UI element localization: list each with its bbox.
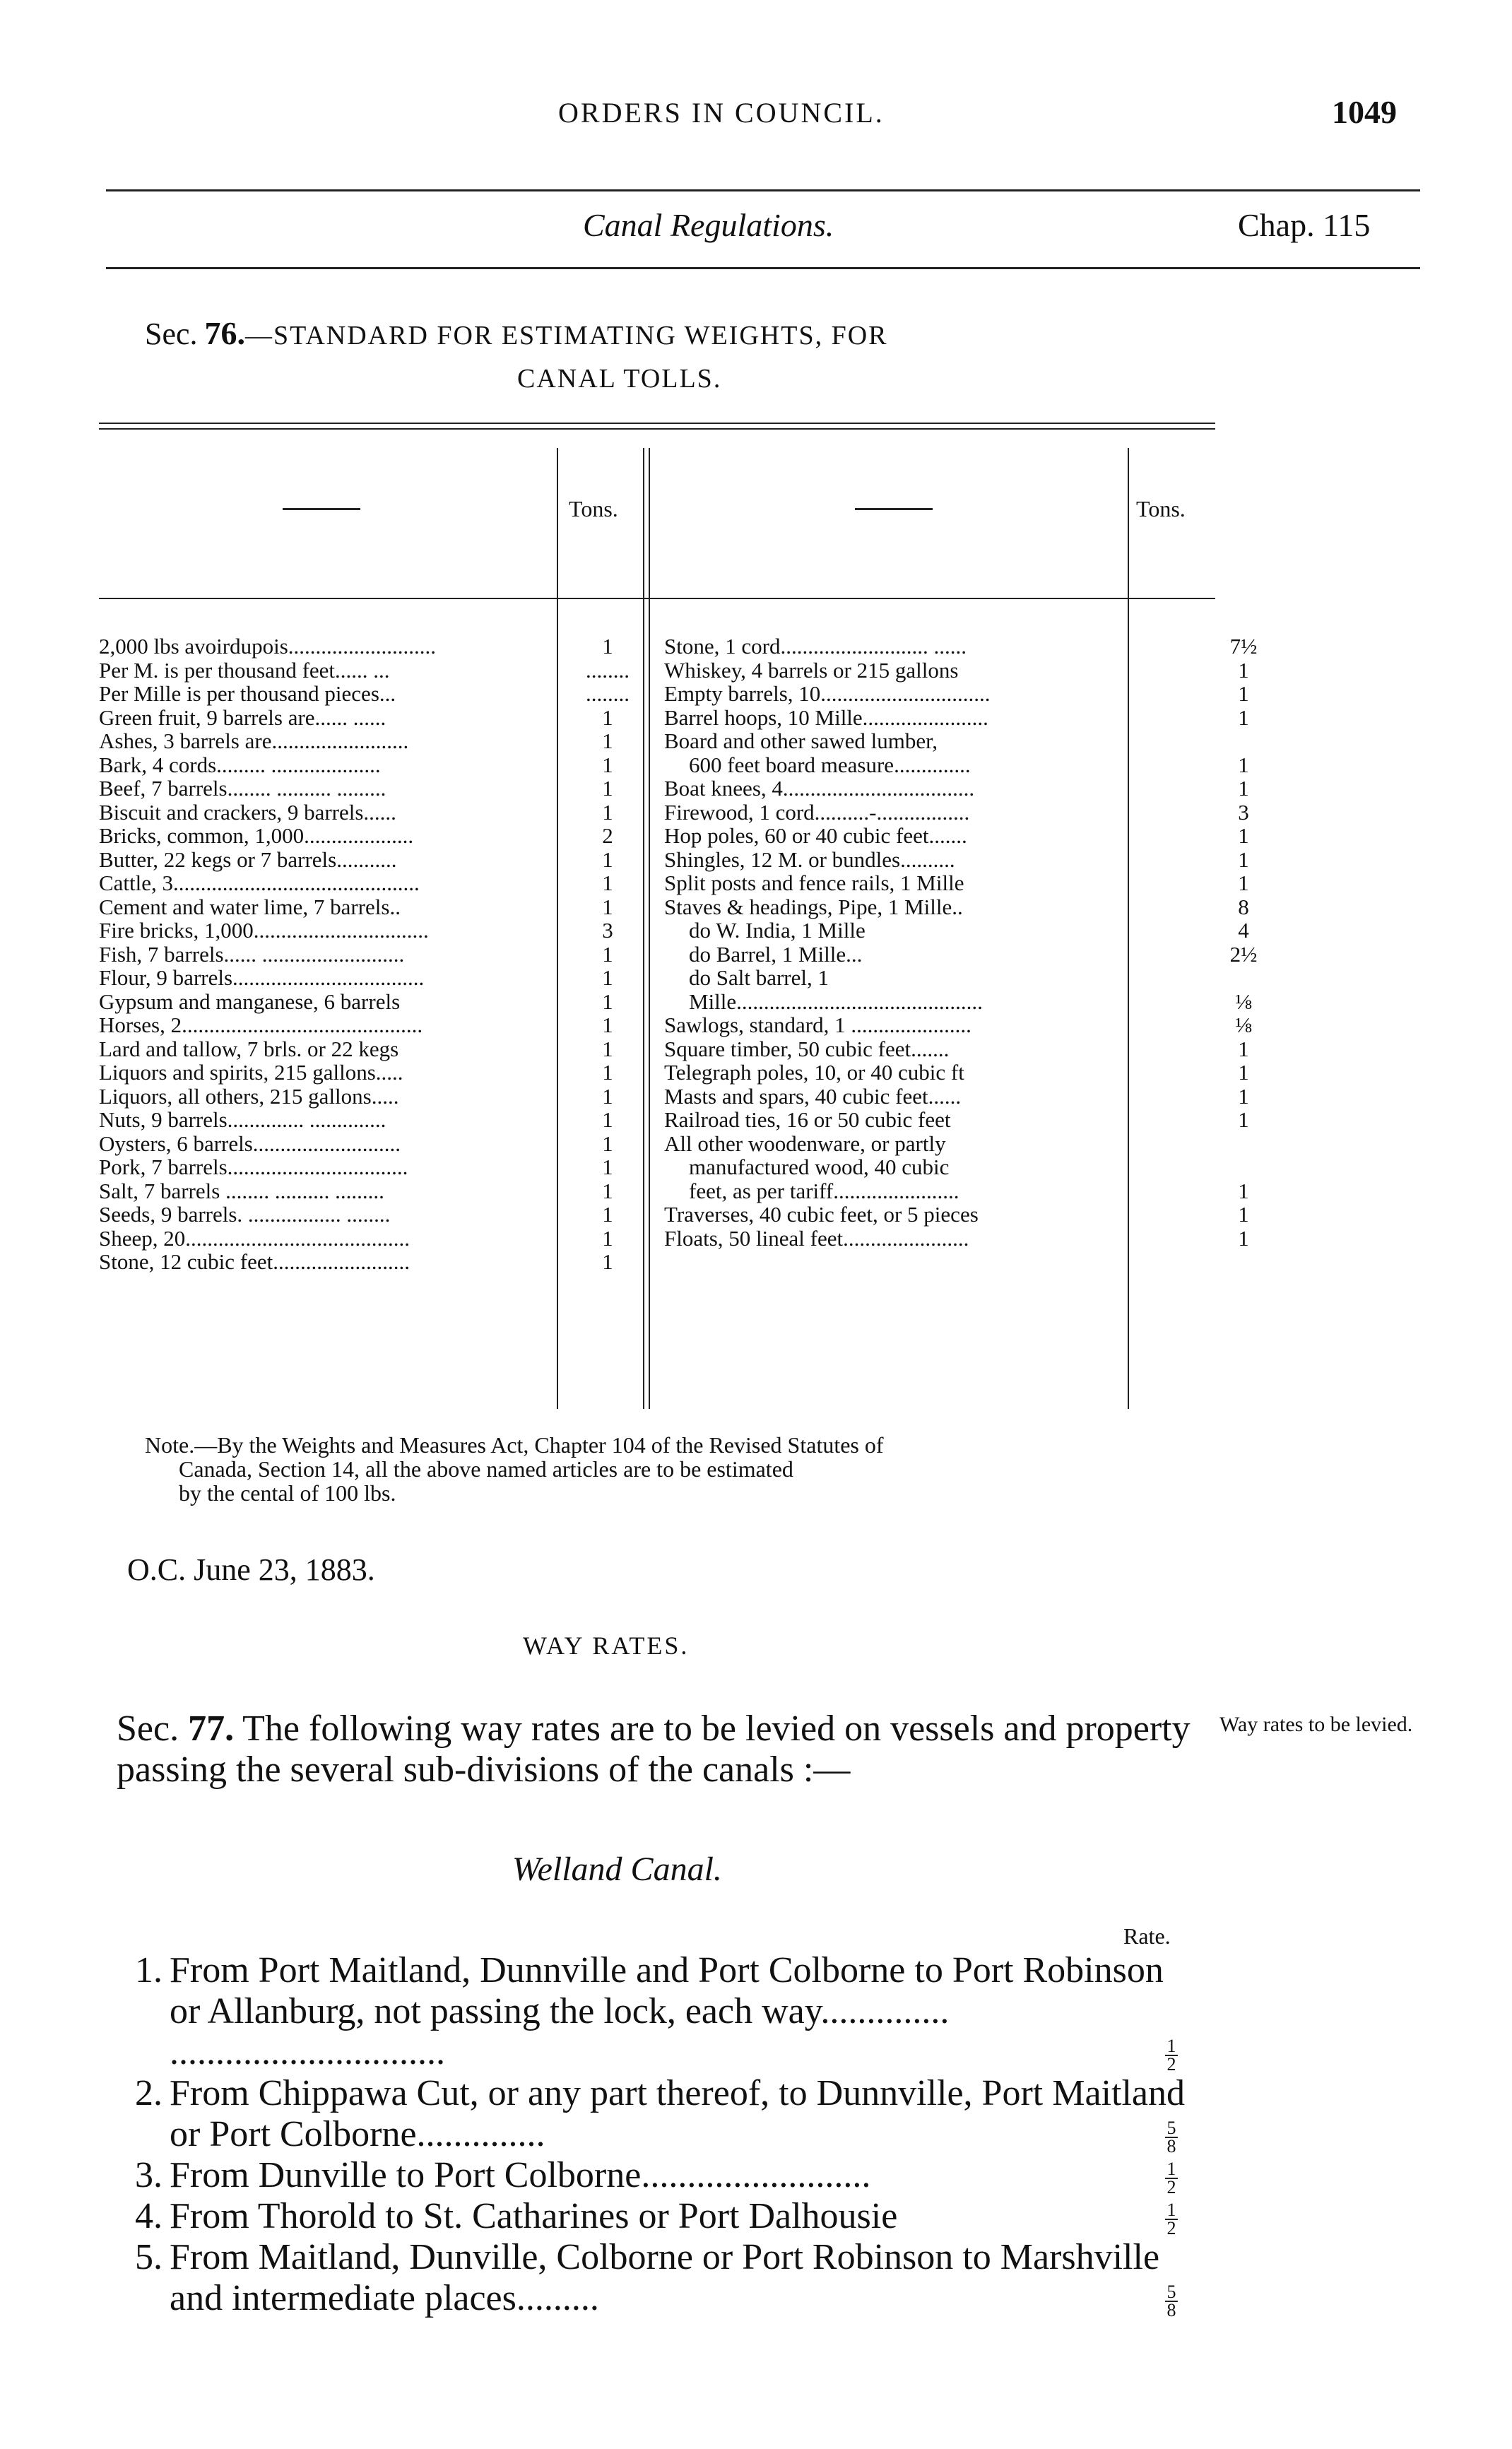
table-row — [99, 634, 613, 659]
tons-value: 1 — [602, 704, 613, 730]
article-label: Sheep, 20......................................... — [99, 1225, 411, 1251]
tons-value: 1 — [602, 941, 613, 967]
article-label: Per Mille is per thousand pieces... — [99, 681, 396, 706]
section-77-text — [117, 1709, 1205, 1790]
table-row — [664, 871, 1249, 895]
table-row — [99, 846, 613, 872]
canal-name: Welland Canal. — [512, 1851, 722, 1888]
section-label: Sec. — [117, 1709, 179, 1749]
article-label: Flour, 9 barrels................................... — [99, 965, 425, 990]
tons-value: 1 — [602, 776, 613, 801]
table-row — [664, 894, 1249, 919]
article-label: Mille............................................. — [689, 989, 983, 1014]
article-label: Seeds, 9 barrels. ................. ........ — [99, 1202, 391, 1227]
tons-value: 1 — [602, 799, 613, 825]
article-label: Nuts, 9 barrels.............. .............. — [99, 1107, 386, 1132]
article-label: do Salt barrel, 1 — [689, 965, 829, 990]
tons-value: 1 — [602, 989, 613, 1014]
table-row — [99, 1013, 613, 1037]
note-label: Note. — [145, 1432, 195, 1458]
header-rule — [106, 189, 1420, 191]
table-row — [664, 941, 1258, 967]
order-in-council-date: O.C. June 23, 1883. — [127, 1552, 375, 1587]
tons-value: 1 — [602, 752, 613, 777]
article-label: Stone, 12 cubic feet......................... — [99, 1249, 410, 1274]
rate-numerator: 1 — [1167, 2158, 1176, 2179]
rate-value — [1150, 2196, 1193, 2237]
article-label: Empty barrels, 10............................... — [664, 681, 991, 706]
article-label: Floats, 50 lineal feet....................... — [664, 1225, 969, 1251]
article-label: Pork, 7 barrels................................. — [99, 1155, 408, 1179]
table-row — [664, 681, 1249, 706]
article-label: Butter, 22 kegs or 7 barrels........... — [99, 846, 397, 872]
table-row — [99, 1131, 613, 1156]
tons-value: 1 — [602, 846, 613, 872]
section-title-line1: —STANDARD FOR ESTIMATING WEIGHTS, FOR — [245, 321, 888, 350]
table-row — [664, 752, 1249, 777]
table-row — [664, 1225, 1249, 1251]
table-row — [664, 1250, 1229, 1274]
table-row — [664, 1178, 1249, 1203]
tons-value: 1 — [602, 1178, 613, 1203]
table-row — [99, 1249, 613, 1274]
column-divider — [643, 448, 644, 1409]
article-label: Shingles, 12 M. or bundles.......... — [664, 846, 955, 872]
rate-description: From Dunville to Port Colborne......................... — [170, 2155, 871, 2195]
rate-value — [1150, 2114, 1193, 2155]
article-label: manufactured wood, 40 cubic — [689, 1155, 950, 1179]
article-label: Board and other sawed lumber, — [664, 728, 938, 753]
rate-number: 1. — [135, 1950, 163, 1990]
article-label: Split posts and fence rails, 1 Mille — [664, 871, 964, 895]
table-row — [664, 704, 1249, 730]
rate-description: From Chippawa Cut, or any part thereof, to Dunnville, Port Maitland or Port Colborne.............. — [170, 2073, 1185, 2154]
article-label: Masts and spars, 40 cubic feet...... — [664, 1083, 962, 1109]
tons-value: 2½ — [1229, 941, 1258, 967]
article-label: Square timber, 50 cubic feet....... — [664, 1036, 950, 1061]
tons-value: 1 — [602, 1131, 613, 1156]
article-label: Railroad ties, 16 or 50 cubic feet — [664, 1107, 951, 1132]
article-label: Whiskey, 4 barrels or 215 gallons — [664, 657, 959, 683]
article-label: Oysters, 6 barrels........................... — [99, 1131, 401, 1156]
article-label: Salt, 7 barrels ........ .......... ......... — [99, 1178, 384, 1203]
way-rates-heading: WAY RATES. — [523, 1631, 690, 1660]
section-body: The following way rates are to be levied on vessels and property passing the several sub-divisions of the canals :— — [117, 1709, 1191, 1790]
section-title-line2: CANAL TOLLS. — [517, 364, 722, 394]
rate-item — [99, 2237, 1244, 2319]
header-dash-left — [283, 508, 360, 510]
note-line: by the cental of 100 lbs. — [179, 1480, 396, 1506]
table-row — [99, 1225, 613, 1251]
article-label: Cattle, 3............................................. — [99, 871, 420, 895]
rate-column-header: Rate. — [1123, 1923, 1171, 1949]
rate-number: 5. — [135, 2237, 163, 2277]
article-label: Staves & headings, Pipe, 1 Mille.. — [664, 894, 963, 919]
tons-value: 1 — [1238, 1225, 1249, 1251]
article-label: 600 feet board measure.............. — [689, 752, 971, 777]
table-row — [664, 776, 1249, 801]
tons-value: 7½ — [1229, 634, 1258, 659]
article-label: do Barrel, 1 Mille... — [689, 941, 863, 967]
tons-value: 1 — [1238, 1083, 1249, 1109]
tons-value: 1 — [602, 1036, 613, 1061]
article-label: Barrel hoops, 10 Mille....................... — [664, 704, 988, 730]
table-row — [99, 894, 613, 919]
margin-note: Way rates to be levied. — [1219, 1713, 1413, 1736]
rate-item — [99, 1950, 1244, 2073]
article-label: Biscuit and crackers, 9 barrels...... — [99, 799, 396, 825]
article-label: do W. India, 1 Mille — [689, 918, 866, 943]
note-line: Canada, Section 14, all the above named articles are to be estimated — [179, 1456, 793, 1482]
rate-numerator: 5 — [1167, 2281, 1176, 2302]
table-row — [99, 941, 613, 967]
table-row — [99, 728, 613, 753]
running-header — [0, 96, 1512, 138]
article-label: Green fruit, 9 barrels are...... ...... — [99, 704, 386, 730]
article-label: Sawlogs, standard, 1 ...................... — [664, 1013, 971, 1037]
table-row — [664, 1202, 1249, 1227]
article-label: Per M. is per thousand feet...... ... — [99, 657, 390, 683]
table-top-rule-2 — [99, 428, 1215, 430]
table-row — [99, 1155, 613, 1179]
tons-value: 1 — [1238, 776, 1249, 801]
section-number: 76. — [204, 315, 246, 351]
rate-item — [99, 2073, 1244, 2155]
tons-value: 4 — [1238, 918, 1249, 943]
article-label: feet, as per tariff....................... — [689, 1178, 959, 1203]
table-header-rule — [99, 598, 1215, 599]
table-row — [99, 1036, 613, 1061]
rate-number: 4. — [135, 2196, 163, 2236]
article-label: Hop poles, 60 or 40 cubic feet....... — [664, 823, 967, 848]
tons-value: 3 — [1238, 799, 1249, 825]
rate-item — [99, 2196, 1244, 2237]
section-76-heading — [145, 312, 1205, 400]
article-label: Bricks, common, 1,000.................... — [99, 823, 414, 848]
table-top-rule — [99, 423, 1215, 424]
section-label: Sec. — [145, 317, 198, 351]
table-row — [99, 752, 613, 777]
article-label: Stone, 1 cord........................... ...... — [664, 634, 967, 659]
rate-description: From Maitland, Dunville, Colborne or Port Robinson to Marshville and intermediate places......... — [170, 2237, 1160, 2318]
way-rates-list — [99, 1950, 1244, 2319]
rate-number: 3. — [135, 2155, 163, 2195]
tons-value: 1 — [1238, 846, 1249, 872]
rate-value — [1150, 2032, 1193, 2073]
rate-denominator: 2 — [1167, 2053, 1176, 2075]
tons-value: 1 — [602, 728, 613, 753]
tons-value: 1 — [602, 1060, 613, 1085]
chapter-label: Chap. 115 — [1238, 207, 1371, 243]
article-label: Gypsum and manganese, 6 barrels — [99, 989, 401, 1014]
table-row — [99, 1060, 613, 1085]
table-note — [145, 1433, 1226, 1505]
article-label: All other woodenware, or partly — [664, 1131, 946, 1156]
column-header-tons: Tons. — [569, 496, 618, 521]
table-row — [99, 704, 613, 730]
column-divider — [649, 448, 650, 1409]
article-label: Telegraph poles, 10, or 40 cubic ft — [664, 1060, 964, 1085]
tons-value: 1 — [1238, 1178, 1249, 1203]
tons-value: 1 — [602, 634, 613, 659]
tons-value: 1 — [602, 1202, 613, 1227]
table-row — [664, 1036, 1249, 1061]
article-label: Horses, 2............................................ — [99, 1013, 423, 1037]
rate-numerator: 1 — [1167, 2199, 1176, 2220]
subheader — [0, 206, 1512, 249]
rate-numerator: 1 — [1167, 2035, 1176, 2056]
subheader-rule — [106, 267, 1420, 269]
table-row — [99, 799, 613, 825]
tons-value: ⅛ — [1235, 1013, 1252, 1037]
running-title: ORDERS IN COUNCIL. — [558, 97, 885, 129]
table-row — [99, 1107, 613, 1132]
rate-denominator: 8 — [1167, 2135, 1176, 2156]
table-row — [664, 989, 1252, 1014]
table-row — [664, 918, 1249, 943]
tons-value: 1 — [1238, 752, 1249, 777]
table-row — [99, 681, 630, 706]
tons-value: ........ — [586, 657, 630, 683]
article-label: Lard and tallow, 7 brls. or 22 kegs — [99, 1036, 399, 1061]
note-line: —By the Weights and Measures Act, Chapter 104 of the Revised Statutes of — [194, 1432, 884, 1458]
table-row — [99, 1083, 613, 1109]
article-label: Fire bricks, 1,000................................ — [99, 918, 429, 943]
table-row — [664, 823, 1249, 848]
subheader-title: Canal Regulations. — [583, 207, 834, 243]
rate-value — [1150, 2278, 1193, 2319]
tons-value: 1 — [1238, 823, 1249, 848]
article-label: Beef, 7 barrels........ .......... ......... — [99, 776, 386, 801]
table-row — [664, 657, 1249, 683]
tons-value: 1 — [602, 871, 613, 895]
tons-value: 1 — [602, 1155, 613, 1179]
rate-denominator: 8 — [1167, 2299, 1176, 2320]
rate-denominator: 2 — [1167, 2217, 1176, 2238]
tons-value: 1 — [1238, 704, 1249, 730]
tons-value: 1 — [1238, 1060, 1249, 1085]
table-row — [664, 1155, 1229, 1179]
table-row — [664, 634, 1258, 659]
article-label: Liquors and spirits, 215 gallons..... — [99, 1060, 403, 1085]
table-row — [664, 729, 1229, 753]
column-header-tons: Tons. — [1136, 496, 1186, 521]
table-row — [99, 918, 613, 943]
table-row — [99, 776, 613, 801]
table-row — [664, 846, 1249, 872]
rate-description: From Port Maitland, Dunnville and Port Colborne to Port Robinson or Allanburg, not passing the lock, each way.............. .............................. — [170, 1950, 1164, 2072]
tons-value: 1 — [1238, 657, 1249, 683]
section-number: 77. — [188, 1709, 235, 1749]
tons-value: 3 — [602, 918, 613, 943]
article-label: Ashes, 3 barrels are......................... — [99, 728, 409, 753]
article-label: Liquors, all others, 215 gallons..... — [99, 1083, 399, 1109]
article-label: Fish, 7 barrels...... .......................... — [99, 941, 405, 967]
article-label: 2,000 lbs avoirdupois........................... — [99, 634, 437, 659]
tons-value: 1 — [602, 965, 613, 990]
tons-value: 1 — [1238, 1107, 1249, 1132]
table-row — [99, 1202, 613, 1227]
rate-value — [1150, 2155, 1193, 2196]
table-row — [664, 1107, 1249, 1132]
article-label: Traverses, 40 cubic feet, or 5 pieces — [664, 1202, 979, 1227]
tons-value: 1 — [1238, 871, 1249, 895]
table-row — [99, 965, 613, 990]
table-row — [664, 1132, 1229, 1156]
tons-value: 1 — [602, 1225, 613, 1251]
left-column — [99, 634, 630, 1274]
rate-number: 2. — [135, 2073, 163, 2113]
table-row — [664, 799, 1249, 825]
table-row — [664, 1060, 1249, 1085]
tons-value: 1 — [1238, 681, 1249, 706]
article-label: Cement and water lime, 7 barrels.. — [99, 894, 401, 919]
tons-value: 1 — [1238, 1202, 1249, 1227]
article-label: Boat knees, 4................................... — [664, 776, 975, 801]
rate-item — [99, 2155, 1244, 2196]
tons-value: 1 — [602, 894, 613, 919]
tons-value: ........ — [586, 681, 630, 706]
tons-value: 8 — [1238, 894, 1249, 919]
right-column — [664, 634, 1258, 1274]
tons-value: 1 — [602, 1249, 613, 1274]
tons-value: 1 — [602, 1083, 613, 1109]
page-number: 1049 — [1332, 94, 1397, 130]
tons-value: 1 — [602, 1107, 613, 1132]
tons-value: 2 — [602, 823, 613, 848]
table-row — [99, 989, 613, 1014]
article-label: Bark, 4 cords......... .................... — [99, 752, 381, 777]
table-row — [99, 1178, 613, 1203]
article-label: Firewood, 1 cord..........-................. — [664, 799, 970, 825]
tons-value: 1 — [602, 1013, 613, 1037]
rate-numerator: 5 — [1167, 2117, 1176, 2138]
table-row — [664, 966, 1229, 990]
header-dash-right — [855, 508, 933, 510]
rate-denominator: 2 — [1167, 2176, 1176, 2197]
table-row — [99, 657, 630, 683]
weights-table — [99, 423, 1258, 1412]
table-row — [99, 823, 613, 848]
tons-value: ⅛ — [1235, 989, 1252, 1014]
table-row — [664, 1013, 1252, 1037]
rate-description: From Thorold to St. Catharines or Port Dalhousie — [170, 2196, 898, 2236]
table-row — [99, 871, 613, 895]
tons-value: 1 — [1238, 1036, 1249, 1061]
table-row — [664, 1083, 1249, 1109]
